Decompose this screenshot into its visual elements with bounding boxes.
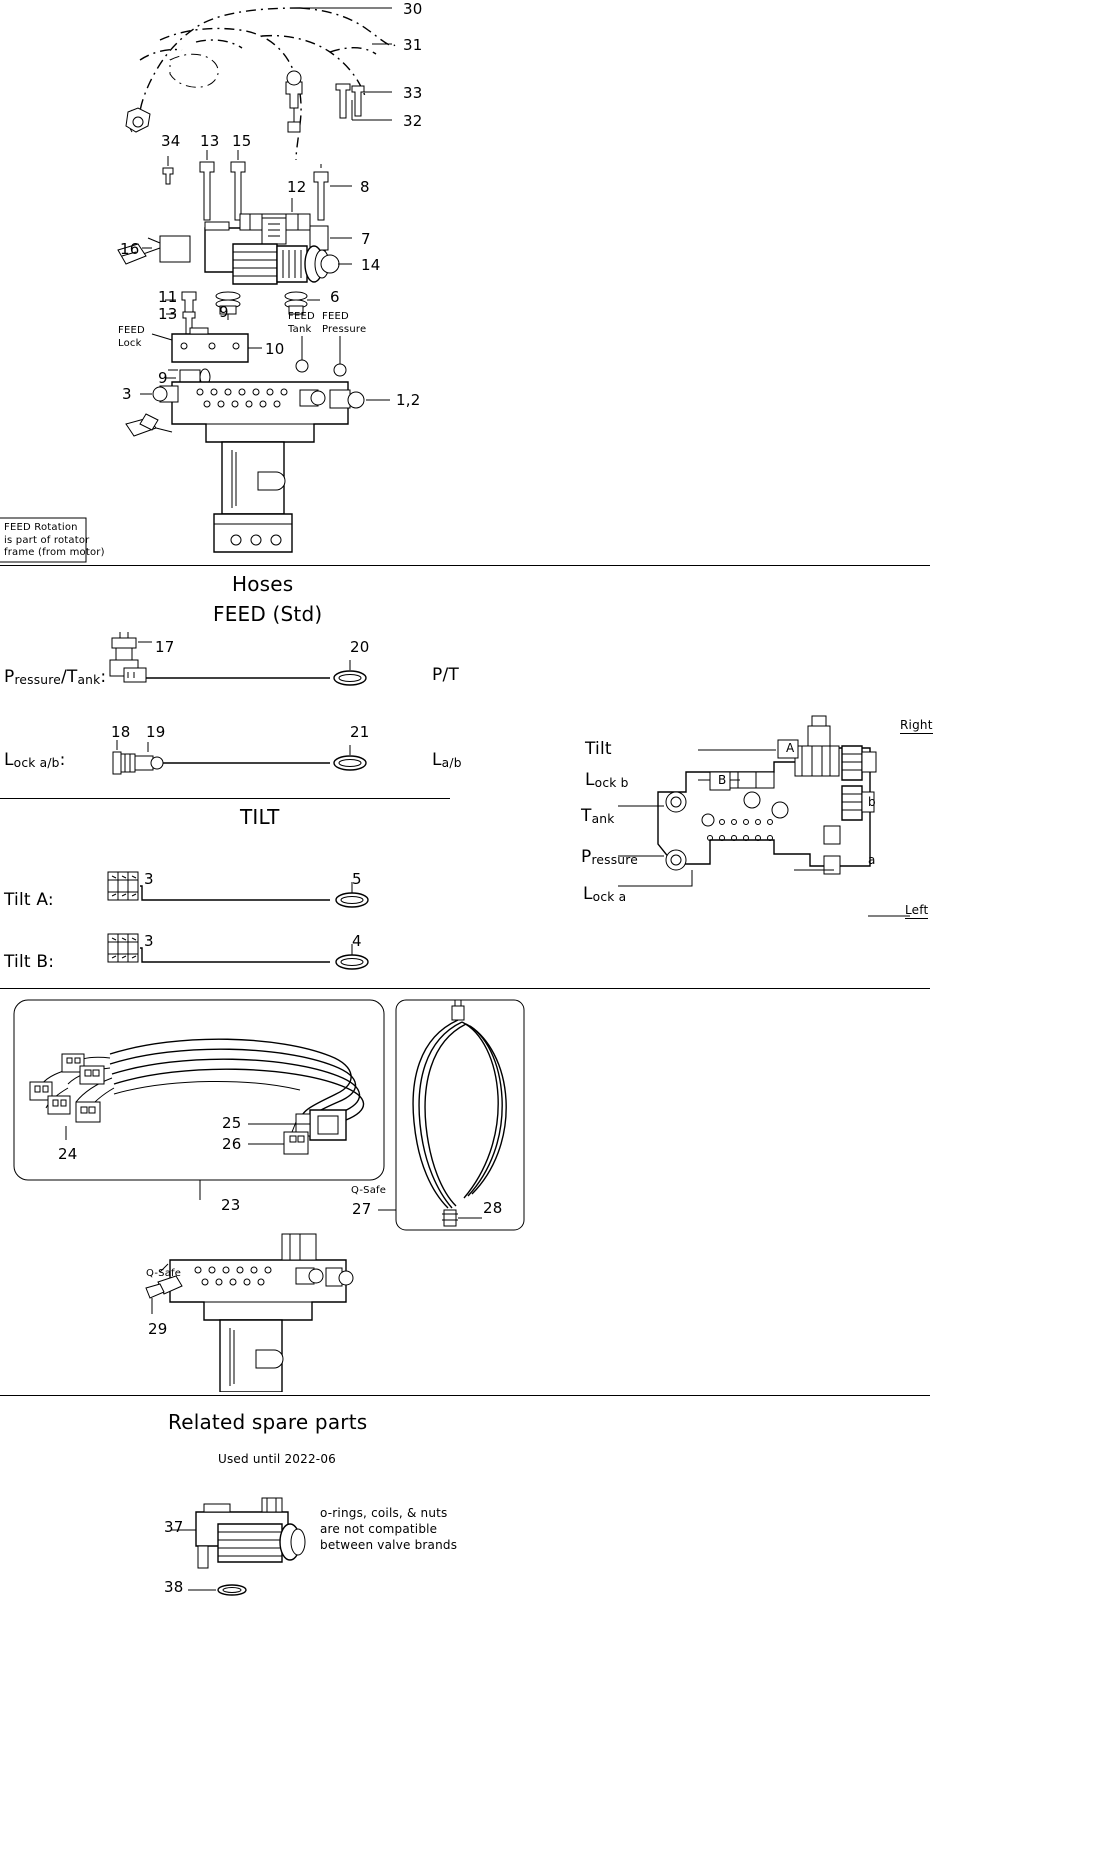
- callout-4: 4: [352, 932, 362, 950]
- valve-brand-note: o-rings, coils, & nuts are not compatible between valve brands: [320, 1506, 458, 1553]
- spare-part-drawing: [0, 1480, 560, 1850]
- top-assembly-drawing: [0, 0, 1100, 570]
- valve-box-b-label: B: [718, 773, 727, 787]
- lock-ab-row-label: Lock a/b:: [4, 750, 66, 770]
- feed-lock-label: FEED Lock: [118, 325, 145, 349]
- port-label-lock-b: Lock b: [585, 770, 629, 790]
- valve-left-label: Left: [905, 903, 929, 917]
- callout-9-lower: 9: [158, 369, 168, 387]
- callout-16: 16: [120, 240, 140, 258]
- valve-right-label: Right: [900, 718, 933, 732]
- divider-2: [0, 798, 450, 799]
- used-until-label: Used until 2022-06: [218, 1452, 336, 1466]
- callout-6: 6: [330, 288, 340, 306]
- pt-right-label: P/T: [432, 665, 459, 685]
- callout-21: 21: [350, 723, 370, 741]
- callout-9-upper: 9: [219, 303, 229, 321]
- callout-26: 26: [222, 1135, 242, 1153]
- port-label-pressure: Pressure: [581, 847, 638, 867]
- callout-10: 10: [265, 340, 285, 358]
- valve-port-detail-drawing: [580, 710, 920, 930]
- callout-33: 33: [403, 84, 423, 102]
- callout-7: 7: [361, 230, 371, 248]
- callout-20: 20: [350, 638, 370, 656]
- tilt-hose-drawing: [0, 860, 520, 1000]
- tilt-a-label: Tilt A:: [4, 890, 54, 910]
- callout-34: 34: [161, 132, 181, 150]
- svg-text:a: a: [868, 853, 876, 867]
- callout-3-tilt-b: 3: [144, 932, 154, 950]
- tilt-b-label: Tilt B:: [4, 952, 55, 972]
- valve-box-a-label: A: [786, 741, 795, 755]
- callout-1-2: 1,2: [396, 391, 421, 409]
- callout-13-lower: 13: [158, 305, 178, 323]
- callout-23: 23: [221, 1196, 241, 1214]
- callout-13-upper: 13: [200, 132, 220, 150]
- callout-14: 14: [361, 256, 381, 274]
- callout-30: 30: [403, 0, 423, 18]
- callout-17: 17: [155, 638, 175, 656]
- callout-27: 27: [352, 1200, 372, 1218]
- divider-4: [0, 1395, 930, 1396]
- callout-38: 38: [164, 1578, 184, 1596]
- callout-19: 19: [146, 723, 166, 741]
- callout-11: 11: [158, 288, 178, 306]
- callout-18: 18: [111, 723, 131, 741]
- svg-text:b: b: [868, 795, 876, 809]
- feed-pressure-label: FEED Pressure: [322, 311, 367, 335]
- callout-25: 25: [222, 1114, 242, 1132]
- callout-29: 29: [148, 1320, 168, 1338]
- callout-12: 12: [287, 178, 307, 196]
- feed-tank-label: FEED Tank: [288, 311, 315, 335]
- port-label-lock-a: Lock a: [583, 884, 627, 904]
- callout-8: 8: [360, 178, 370, 196]
- spare-parts-title: Related spare parts: [168, 1410, 368, 1434]
- feed-rotation-note: FEED Rotation is part of rotator frame (from motor): [4, 522, 105, 558]
- qsafe-label-rotator: Q-Safe: [146, 1268, 182, 1279]
- callout-31: 31: [403, 36, 423, 54]
- port-label-tilt: Tilt: [585, 739, 612, 759]
- qsafe-label-hose: Q-Safe: [351, 1185, 387, 1196]
- lab-right-label: La/b: [432, 750, 462, 770]
- callout-32: 32: [403, 112, 423, 130]
- tilt-title: TILT: [240, 805, 280, 829]
- callout-3-tilt-a: 3: [144, 870, 154, 888]
- callout-5: 5: [352, 870, 362, 888]
- port-label-tank: Tank: [581, 806, 615, 826]
- callout-24: 24: [58, 1145, 78, 1163]
- divider-1: [0, 565, 930, 566]
- callout-37: 37: [164, 1518, 184, 1536]
- callout-3-top: 3: [122, 385, 132, 403]
- callout-28: 28: [483, 1199, 503, 1217]
- feed-std-title: FEED (Std): [213, 602, 323, 626]
- callout-15: 15: [232, 132, 252, 150]
- harness-section-drawing: [0, 992, 930, 1392]
- divider-3: [0, 988, 930, 989]
- hoses-title: Hoses: [232, 572, 294, 596]
- pressure-tank-row-label: Pressure/Tank:: [4, 667, 107, 687]
